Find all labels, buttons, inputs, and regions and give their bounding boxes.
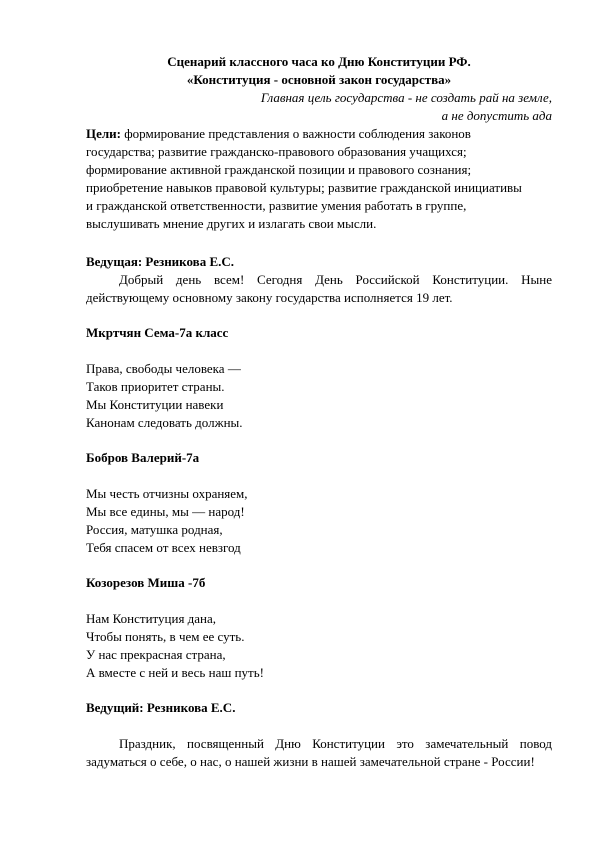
goals-line-5: и гражданской ответственности, развитие умения работать в группе, <box>86 198 467 213</box>
poem-student-2 <box>86 485 552 557</box>
poem-line: Мы Конституции навеки <box>86 397 224 412</box>
document-page <box>86 53 552 771</box>
poem-line: Таков приоритет страны. <box>86 379 225 394</box>
goals-line-4: приобретение навыков правовой культуры; развитие гражданской инициативы <box>86 180 522 195</box>
document-title-line-2: «Конституция - основной закон государства» <box>186 72 452 87</box>
epigraph-line-1: Главная цель государства - не создать рай на земле, <box>260 90 552 105</box>
poem-line: Россия, матушка родная, <box>86 522 223 537</box>
speaker-student-2: Бобров Валерий-7а <box>86 450 200 465</box>
goals-text-1: формирование представления о важности соблюдения законов <box>121 126 471 141</box>
goals-label: Цели: <box>86 126 121 141</box>
poem-line: Нам Конституция дана, <box>86 611 217 626</box>
goals-line-3: формирование активной гражданской позиции и правового сознания; <box>86 162 472 177</box>
goals-line-6: выслушивать мнение других и излагать свои мысли. <box>86 216 377 231</box>
poem-student-3 <box>86 610 552 682</box>
poem-line: Канонам следовать должны. <box>86 415 243 430</box>
speaker-host-1: Ведущая: Резникова Е.С. <box>86 254 235 269</box>
goals-line-1 <box>86 125 552 143</box>
speaker-student-1: Мкртчян Сема-7а класс <box>86 325 229 340</box>
poem-line: Тебя спасем от всех невзгод <box>86 540 241 555</box>
epigraph-line-2: а не допустить ада <box>441 108 552 123</box>
host-1-paragraph: Добрый день всем! Сегодня День Российской Конституции. Ныне действующему основному закону государства исполняется 19 лет. <box>86 272 552 305</box>
host-2-paragraph: Праздник, посвященный Дню Конституции это замечательный повод задуматься о себе, о нас, о нашей жизни в нашей замечательной стране - России! <box>86 736 552 769</box>
poem-line: А вместе с ней и весь наш путь! <box>86 665 264 680</box>
poem-line: Права, свободы человека — <box>86 361 241 376</box>
goals-line-2: государства; развитие гражданско-правового образования учащихся; <box>86 144 467 159</box>
speaker-student-3: Козорезов Миша -7б <box>86 575 206 590</box>
goals-block <box>86 125 552 233</box>
poem-student-1 <box>86 360 552 432</box>
speaker-host-2: Ведущий: Резникова Е.С. <box>86 700 236 715</box>
poem-line: Мы все едины, мы — народ! <box>86 504 245 519</box>
poem-line: Мы честь отчизны охраняем, <box>86 486 248 501</box>
document-title-line-1: Сценарий классного часа ко Дню Конституции РФ. <box>167 54 471 69</box>
poem-line: У нас прекрасная страна, <box>86 647 226 662</box>
poem-line: Чтобы понять, в чем ее суть. <box>86 629 245 644</box>
